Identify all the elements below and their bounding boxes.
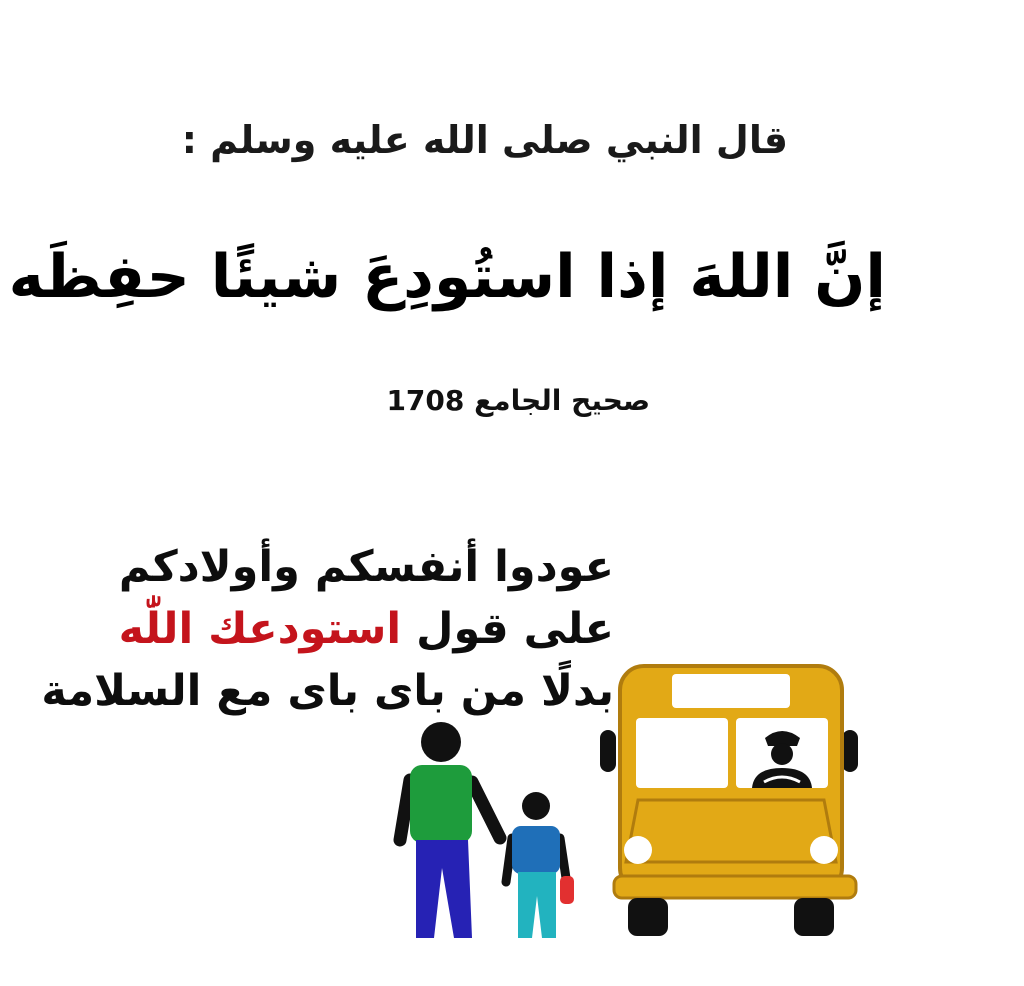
advice-line-2-prefix: على قول [416,604,614,654]
bus-window-left [636,718,728,788]
adult-shirt [410,765,472,843]
bus-wheel-right [794,898,834,936]
adult-arm-right [472,782,500,838]
advice-line-1: عودوا أنفسكم وأولادكم [118,542,614,592]
child-head [522,792,550,820]
child-arm-left [506,838,512,882]
hadith-text: إنَّ اللهَ إذا استُودِعَ شيئًا حفِظَه [8,242,886,312]
advice-line-3: بدلًا من باى باى مع السلامة [41,666,614,716]
bus-mirror-right [842,730,858,772]
child-figure-icon [506,792,574,938]
child-shirt [512,826,560,874]
advice-highlight: استودعك اللّٰه [118,604,402,654]
hadith-intro: قال النبي صلى الله عليه وسلم : [181,118,788,162]
hadith-source: صحيح الجامع 1708 [386,384,650,417]
school-bus-icon [600,666,858,936]
adult-head [421,722,461,762]
adult-figure-icon [400,722,500,938]
driver-head [771,743,793,765]
bus-headlight-left [624,836,652,864]
child-arm-right [560,838,566,878]
child-pants [518,872,556,938]
adult-arm-left [400,780,410,840]
bus-hood [626,800,836,862]
illustration [380,650,880,950]
adult-pants [416,840,472,938]
bus-headlight-right [810,836,838,864]
bus-sign [672,674,790,708]
bus-wheel-left [628,898,668,936]
backpack-icon [560,876,574,904]
advice-line-2 [119,604,614,654]
bus-mirror-left [600,730,616,772]
bus-bumper [614,876,856,898]
